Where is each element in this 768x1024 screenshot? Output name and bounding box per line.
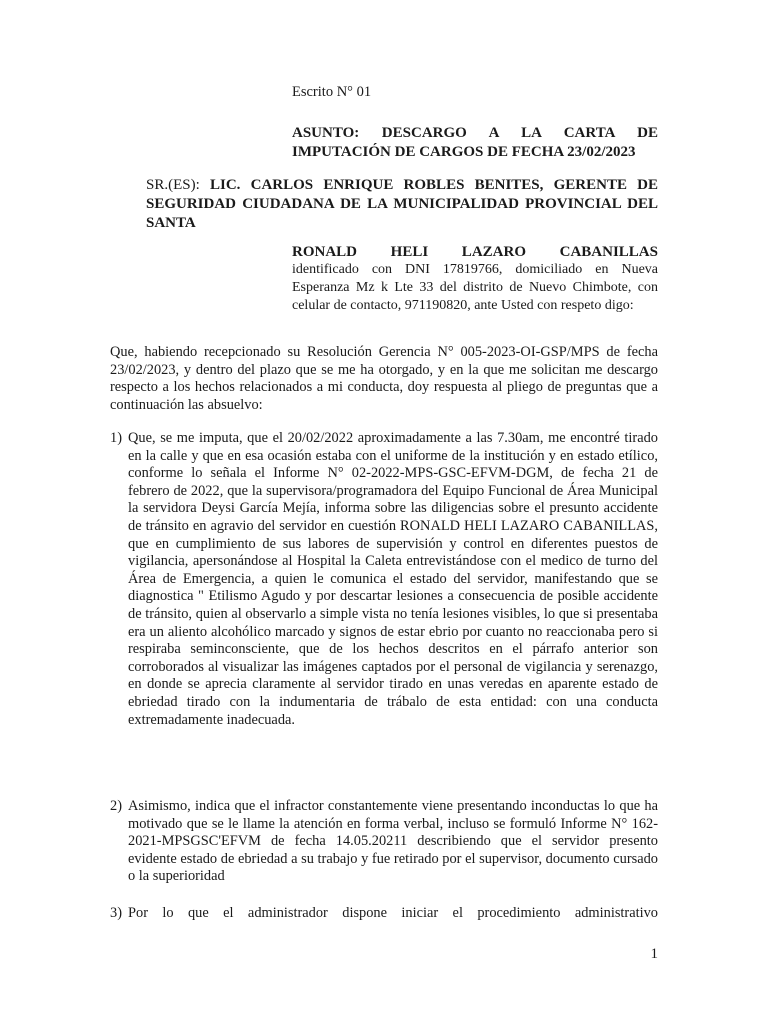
list-item [110,798,658,886]
sender-name: RONALD HELI LAZARO CABANILLAS [292,244,658,260]
addressee-prefix: SR.(ES): [146,177,200,193]
list-item-text: Que, se me imputa, que el 20/02/2022 aproximadamente a las 7.30am, me encontré tirado en la calle y que en esa ocasión estaba con el uniforme de la institución y en estado etílico, conforme lo señala el Informe N° 02-2022-MPS-GSC-EFVM-DGM, de fecha 21 de febrero de 2022, que la supervisora/programadora del Equipo Funcional de Área Municipal la servidora Deysi García Mejía, informa sobre las diligencias sobre el presunto accidente de tránsito en agravio del servidor en cuestión RONALD HELI LAZARO CABANILLAS, que en cumplimiento de sus labores de supervisión y control en diferentes puestos de vigilancia, apersonándose al Hospital la Caleta entrevistándose con el medico de turno del Área de Emergencia, a quien le comunica el estado del servidor, manifestando que se diagnostica " Etilismo Agudo y por descartar lesiones a consecuencia de posible accidente de tránsito, quien al observarlo a simple vista no tenía lesiones visibles, lo que si presentaba era un aliento alcohólico marcado y signos de estar ebrio por cuanto no reaccionaba pero si respiraba seminconsciente, que de los hechos descritos en el párrafo anterior son corroborados al visualizar las imágenes captados por el personal de vigilancia y serenazgo, en donde se aprecia claramente al servidor tirado en unas veredas en aparente estado de ebriedad tirado con la indumentaria de trábalo de esta entidad: con una conducta extremadamente inadecuada. [128,430,658,728]
addressee [146,176,658,233]
list-item-number: 3) [110,905,122,921]
list-item-number: 1) [110,430,122,446]
list-item [110,905,658,923]
addressee-name: LIC. CARLOS ENRIQUE ROBLES BENITES, GERENTE DE SEGURIDAD CIUDADANA DE LA MUNICIPALIDAD PROVINCIAL DEL SANTA [146,177,659,231]
sender-details: identificado con DNI 17819766, domiciliado en Nueva Esperanza Mz k Lte 33 del distrito de Nuevo Chimbote, con celular de contacto, 971190820, ante Usted con respeto digo: [292,262,658,313]
page-number: 1 [650,946,658,962]
list-item-text: Por lo que el administrador dispone iniciar el procedimiento administrativo [128,905,658,921]
subject-heading: ASUNTO: DESCARGO A LA CARTA DE IMPUTACIÓN DE CARGOS DE FECHA 23/02/2023 [292,125,658,160]
document-number: Escrito N° 01 [292,84,372,100]
list-item-text: Asimismo, indica que el infractor constantemente viene presentando inconductas lo que ha motivado que se le llame la atención en forma verbal, incluso se formuló Informe N° 162-2021-MPSGSC'EFVM de fecha 14.05.20211 describiendo que el servidor presento evidente estado de ebriedad a su trabajo y fue retirado por el supervisor, documento cursado o la superioridad [128,798,658,885]
intro-paragraph: Que, habiendo recepcionado su Resolución Gerencia N° 005-2023-OI-GSP/MPS de fecha 23/02/2023, y dentro del plazo que se me ha otorgado, y en la que me solicitan me descargo respecto a los hechos relacionados a mi conducta, doy respuesta al pliego de preguntas que a continuación las absuelvo: [110,344,658,413]
sender-block [292,243,658,315]
list-item [110,430,658,729]
list-item-number: 2) [110,798,122,814]
